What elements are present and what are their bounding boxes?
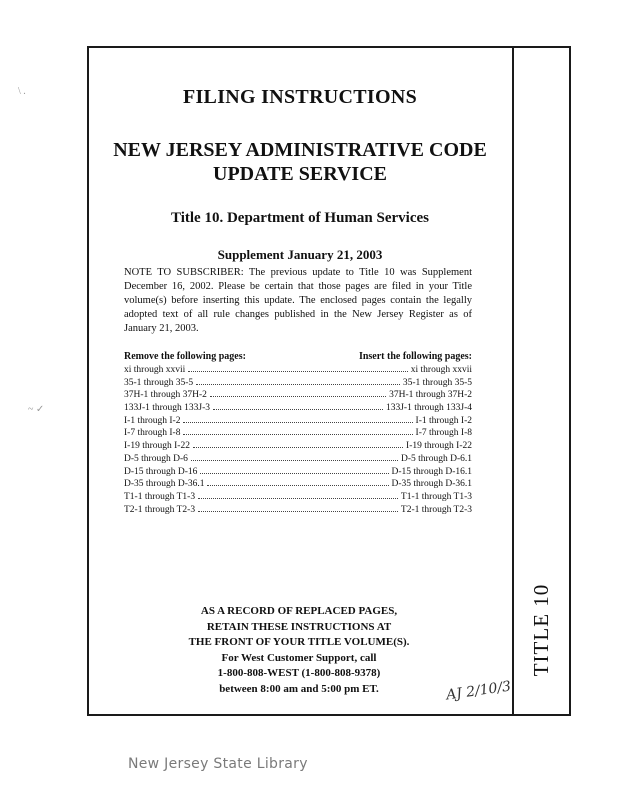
- margin-mark: \ .: [18, 86, 26, 97]
- table-row: [124, 388, 472, 401]
- record-line: RETAIN THESE INSTRUCTIONS AT: [206, 620, 392, 633]
- remove-pages: T2-1 through T2-3: [124, 504, 196, 515]
- table-row: [124, 503, 472, 516]
- library-stamp: New Jersey State Library: [128, 756, 308, 772]
- margin-mark: ~ ✓: [28, 404, 45, 415]
- dot-leader: [198, 503, 398, 512]
- dot-leader: [193, 439, 403, 448]
- table-row: [124, 401, 472, 414]
- pages-table-header: [124, 351, 472, 362]
- handwritten-initials: AJ 2/10/3: [445, 678, 513, 704]
- code-heading-line2: UPDATE SERVICE: [213, 163, 387, 185]
- insert-pages: I-7 through I-8: [415, 428, 472, 439]
- insert-pages: D-5 through D-6.1: [401, 453, 472, 464]
- remove-pages: D-15 through D-16: [124, 466, 198, 477]
- dot-leader: [210, 388, 386, 397]
- dot-leader: [213, 401, 383, 410]
- insert-pages: I-1 through I-2: [415, 415, 472, 426]
- insert-pages: D-15 through D-16.1: [391, 466, 472, 477]
- title-line: Title 10. Department of Human Services: [170, 210, 430, 226]
- remove-pages: 133J-1 through 133J-3: [124, 403, 211, 414]
- dot-leader: [200, 465, 388, 474]
- dot-leader: [198, 490, 398, 499]
- remove-pages: xi through xxvii: [124, 365, 186, 375]
- dot-leader: [191, 452, 398, 461]
- table-row: [124, 465, 472, 478]
- insert-pages: xi through xxvii: [410, 365, 472, 375]
- insert-pages: 133J-1 through 133J-4: [385, 403, 472, 414]
- code-heading-line1: NEW JERSEY ADMINISTRATIVE CODE: [113, 139, 487, 161]
- remove-pages: I-1 through I-2: [124, 415, 181, 426]
- table-row: [124, 376, 472, 389]
- dot-leader: [207, 477, 388, 486]
- support-hours: between 8:00 am and 5:00 pm ET.: [219, 682, 379, 695]
- tab-divider: [512, 46, 514, 716]
- record-line: AS A RECORD OF REPLACED PAGES,: [200, 605, 398, 617]
- insert-pages: I-19 through I-22: [406, 441, 472, 452]
- support-line: For West Customer Support, call: [221, 651, 377, 664]
- support-phone: 1-800-808-WEST (1-800-808-9378): [217, 667, 381, 679]
- insert-pages: 35-1 through 35-5: [402, 377, 472, 388]
- insert-pages: T2-1 through T2-3: [400, 504, 472, 515]
- remove-pages: I-7 through I-8: [124, 428, 181, 439]
- subscriber-note: NOTE TO SUBSCRIBER: The previous update to Title 10 was Supplement December 16, 2002. Please be certain that those pages are filed in your Title volume(s) before inserting this update. The enclosed pages contain the legally adopted text of all rule changes published in the New Jersey Register as of January 21, 2003.: [124, 267, 472, 334]
- remove-pages: D-35 through D-36.1: [124, 479, 205, 490]
- dot-leader: [188, 363, 408, 372]
- supplement-date: Supplement January 21, 2003: [217, 247, 383, 262]
- remove-pages: T1-1 through T1-3: [124, 491, 196, 502]
- insert-pages: D-35 through D-36.1: [391, 479, 472, 490]
- table-row: [124, 477, 472, 490]
- insert-pages: 37H-1 through 37H-2: [389, 390, 472, 401]
- record-line: THE FRONT OF YOUR TITLE VOLUME(S).: [188, 636, 410, 648]
- title-tab-label: TITLE 10: [528, 583, 553, 677]
- remove-pages: I-19 through I-22: [124, 441, 190, 452]
- remove-pages: 37H-1 through 37H-2: [124, 390, 207, 401]
- pages-table: [124, 363, 472, 515]
- table-row: [124, 426, 472, 439]
- table-row: [124, 363, 472, 376]
- filing-instructions-heading: FILING INSTRUCTIONS: [182, 86, 418, 108]
- insert-column-header: Insert the following pages:: [358, 351, 472, 362]
- remove-column-header: Remove the following pages:: [124, 351, 246, 362]
- remove-pages: 35-1 through 35-5: [124, 377, 194, 388]
- remove-pages: D-5 through D-6: [124, 453, 188, 464]
- table-row: [124, 490, 472, 503]
- record-instructions: [120, 604, 478, 697]
- table-row: [124, 414, 472, 427]
- insert-pages: T1-1 through T1-3: [400, 491, 472, 502]
- dot-leader: [183, 414, 412, 423]
- code-heading: [90, 138, 510, 186]
- table-row: [124, 452, 472, 465]
- dot-leader: [196, 376, 400, 385]
- table-row: [124, 439, 472, 452]
- dot-leader: [183, 426, 412, 435]
